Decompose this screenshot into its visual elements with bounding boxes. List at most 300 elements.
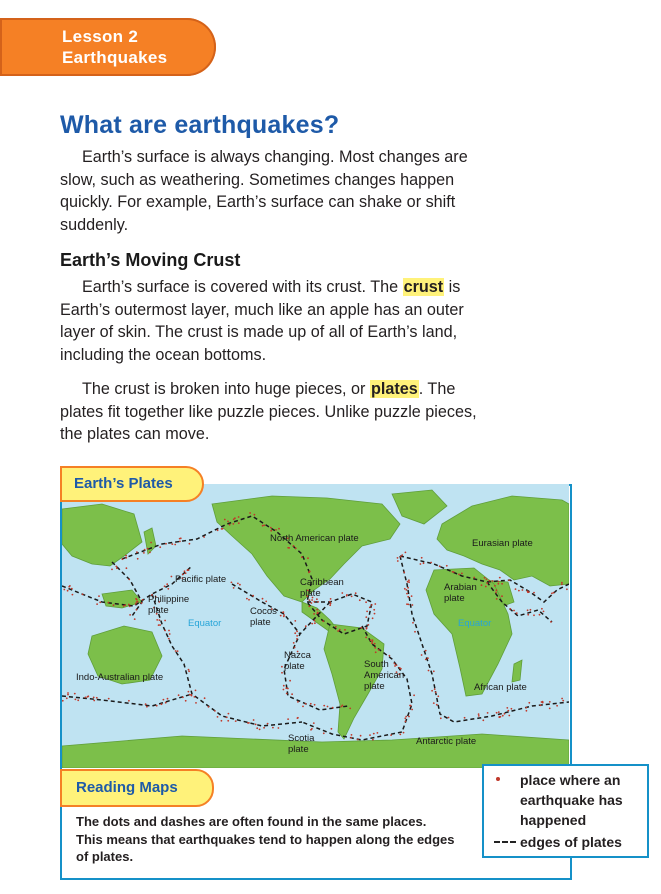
earthquake-dot [440,717,442,719]
plates-text-start: The crust is broken into huge pieces, or [82,380,370,398]
earthquake-dot [518,590,520,592]
earthquake-dot [327,706,329,708]
earthquake-dot [195,702,197,704]
earthquake-dot [360,627,362,629]
earthquake-dot [513,610,515,612]
earthquake-dot [314,601,316,603]
earthquake-dot [317,612,319,614]
earthquake-dot [404,588,406,590]
earthquake-dot [372,739,374,741]
page-heading: What are earthquakes? [60,111,340,139]
earthquake-dot [350,737,352,739]
earthquake-dot [399,734,401,736]
earthquake-dot [374,603,376,605]
earthquake-dot [136,551,138,553]
earthquake-dot [294,632,296,634]
earthquake-dot [93,697,95,699]
earthquake-dot [322,620,324,622]
earthquake-dot [287,718,289,720]
plate-edge-dash-icon [494,841,516,843]
earthquake-dot [543,611,545,613]
map-title-tab [60,466,204,502]
earthquake-dot [404,717,406,719]
earthquake-dot [135,603,137,605]
earthquake-dot [280,615,282,617]
earthquake-dot [464,717,466,719]
earthquake-dot [255,724,257,726]
earthquake-dot [174,544,176,546]
earthquake-dot [542,701,544,703]
earthquake-dot [142,599,144,601]
earthquake-dot [372,639,374,641]
earthquake-dot [253,719,255,721]
earthquake-dot [368,624,370,626]
label-indo-australian-plate: Indo-Australian plate [76,672,164,683]
earthquake-dot [408,581,410,583]
earthquake-dot [161,703,163,705]
earthquake-dot [373,733,375,735]
earthquake-dot [238,516,240,518]
earthquake-dot [549,708,551,710]
earthquake-dot [67,590,69,592]
earthquake-dot [278,528,280,530]
earthquake-dot [436,704,438,706]
earthquake-dot [420,563,422,565]
earthquake-dot [294,647,296,649]
earthquake-dot [525,707,527,709]
earthquake-dot [550,621,552,623]
earthquake-dot [374,613,376,615]
earthquake-dot [158,624,160,626]
earthquake-dot [314,622,316,624]
earthquake-dot [566,588,568,590]
earthquake-dot [421,557,423,559]
earthquake-dot [305,703,307,705]
earthquake-dot [189,543,191,545]
earthquake-dot [502,715,504,717]
earthquake-dot [556,705,558,707]
earthquake-dot [497,583,499,585]
earthquake-dot [262,525,264,527]
earthquake-dot [248,722,250,724]
earthquake-dot [233,518,235,520]
earthquake-dot [296,635,298,637]
label-african-plate: African plate [474,682,527,693]
lesson-banner-text [62,26,167,68]
label-cocos-2: plate [250,617,271,628]
earthquake-dot [431,690,433,692]
earthquake-dot [235,720,237,722]
earthquake-dot [168,630,170,632]
earthquake-dot [179,541,181,543]
earthquake-dot [208,706,210,708]
earthquake-dot [287,688,289,690]
earthquake-dot [528,702,530,704]
earthquake-dot [122,558,124,560]
earthquake-dot [136,601,138,603]
earthquake-dot [366,611,368,613]
earthquake-dot [496,712,498,714]
earthquake-dot [539,614,541,616]
earthquake-dot [166,583,168,585]
earthquake-dot [191,695,193,697]
earthquake-dot [283,685,285,687]
earthquake-dot [553,592,555,594]
earthquake-dot [369,607,371,609]
earthquake-dot [478,713,480,715]
earthquake-dot [375,651,377,653]
earthquake-dot [159,546,161,548]
earthquake-dot [313,722,315,724]
earthquake-dot [82,593,84,595]
earthquake-dot [156,705,158,707]
reading-maps-text: The dots and dashes are often found in the same places. This means that earthquakes tend to happen along the edges of plates. [76,814,455,864]
earthquake-dot [349,708,351,710]
label-antarctic-plate: Antarctic plate [416,736,477,747]
earthquake-dot [286,693,288,695]
earthquake-dot [128,604,130,606]
earthquake-dot [446,565,448,567]
earthquake-dot [481,584,483,586]
earthquake-dot [411,595,413,597]
earthquake-dot [400,556,402,558]
earthquake-dot [522,589,524,591]
earthquake-dot [423,562,425,564]
earthquake-dot [164,620,166,622]
earthquake-dot [562,700,564,702]
earthquake-dot [111,569,113,571]
earthquake-dot [482,719,484,721]
earthquake-dot [365,616,367,618]
earthquake-dot [227,720,229,722]
earthquake-dot [71,588,73,590]
earthquake-dot [195,690,197,692]
earthquake-dot [369,734,371,736]
earthquake-dot [486,582,488,584]
label-caribbean-2: plate [300,588,321,599]
earthquake-dot [323,732,325,734]
earthquake-dot [406,593,408,595]
earthquake-dot [317,601,319,603]
earthquake-dot [167,698,169,700]
earthquake-dot [425,659,427,661]
label-philippine-2: plate [148,605,169,616]
earthquake-dot [164,585,166,587]
earthquake-dot [171,543,173,545]
earthquake-dot [499,577,501,579]
earthquake-dot [427,657,429,659]
label-arabian-1: Arabian [444,582,477,593]
earthquake-dot [399,667,401,669]
earthquake-dot [203,536,205,538]
label-caribbean-1: Caribbean [300,577,344,588]
earthquake-dot [494,585,496,587]
earthquake-dot [129,606,131,608]
earthquake-dot [421,654,423,656]
earthquake-dot [136,609,138,611]
earthquake-dot [342,705,344,707]
earthquake-dot [549,701,551,703]
earthquake-dot [314,620,316,622]
earthquake-dot [330,598,332,600]
earthquake-dot [143,552,145,554]
earthquake-dot [270,530,272,532]
earthquake-dot [484,577,486,579]
earthquake-dot [394,663,396,665]
label-south-american-3: plate [364,681,385,692]
earthquake-dot [405,721,407,723]
earthquake-dot [232,523,234,525]
earthquake-dot [233,587,235,589]
earthquake-dot [63,589,65,591]
earthquake-dot [311,599,313,601]
earthquake-dot [496,589,498,591]
earthquake-dot [75,699,77,701]
earthquake-dot [407,587,409,589]
quake-dot-icon [496,777,500,781]
label-equator-left: Equator [188,618,222,629]
earthquake-dot [302,706,304,708]
crust-term: crust [403,278,444,296]
earthquake-dot [278,727,280,729]
earthquake-dot [439,565,441,567]
crust-text-rest: is Earth’s outermost layer, much like an apple has an outer layer of skin. The crust is made up of all of Earth’s land, including the ocean bottoms. [60,278,464,364]
earthquake-dot [500,716,502,718]
earthquake-dot [359,599,361,601]
earthquake-dot [177,650,179,652]
earthquake-dot [124,604,126,606]
intro-paragraph [60,146,500,236]
earthquake-dot [285,687,287,689]
section-heading: Earth’s Moving Crust [60,250,241,270]
earthquake-dot [308,605,310,607]
earthquake-dot [221,720,223,722]
earthquake-dot [330,603,332,605]
earthquake-dot [561,584,563,586]
earthquake-dot [66,697,68,699]
earthquake-dot [311,623,313,625]
earthquake-dot [313,613,315,615]
earthquake-dot [374,643,376,645]
earthquake-dot [224,519,226,521]
earthquake-dot [188,669,190,671]
label-arabian-2: plate [444,593,465,604]
earthquake-dot [115,566,117,568]
legend-dot-label: place where an earthquake has happened [520,772,623,828]
crust-paragraph [60,276,500,366]
earthquake-dot [377,732,379,734]
earthquake-dot [372,617,374,619]
earthquake-dot [227,521,229,523]
earthquake-dot [294,620,296,622]
earthquake-dot [401,554,403,556]
legend-dash-label: edges of plates [520,834,622,850]
label-north-american-plate: North American plate [270,533,359,544]
earthquake-dot [508,579,510,581]
earthquake-dot [403,732,405,734]
earthquake-dot [293,642,295,644]
earthquake-dot [495,592,497,594]
earthquake-dot [123,605,125,607]
earthquake-dot [397,557,399,559]
lesson-title: Earthquakes [62,48,168,67]
earthquake-dot [116,567,118,569]
earthquake-dot [405,552,407,554]
earthquake-dot [489,580,491,582]
earthquake-dot [259,729,261,731]
earthquake-dot [293,545,295,547]
earthquake-dot [229,524,231,526]
earthquake-dot [316,609,318,611]
earthquake-dot [309,599,311,601]
earthquake-dot [165,702,167,704]
earthquake-dot [189,694,191,696]
earthquake-dot [370,639,372,641]
earthquake-dot [533,614,535,616]
earthquake-dot [511,708,513,710]
earthquake-dot [262,598,264,600]
earthquake-dot [408,716,410,718]
earthquake-dot [217,716,219,718]
earthquake-dot [397,560,399,562]
earthquake-dot [204,697,206,699]
earthquake-dot [252,595,254,597]
earthquake-dot [351,596,353,598]
earthquake-dot [113,604,115,606]
earthquake-dot [125,555,127,557]
earthquake-dot [238,522,240,524]
earthquake-dot [496,598,498,600]
earthquake-dot [527,609,529,611]
earthquake-dot [188,691,190,693]
reading-maps-tab [60,769,214,807]
earthquake-dot [93,700,95,702]
earthquake-dot [428,670,430,672]
earthquake-dot [165,543,167,545]
earthquake-dot [501,595,503,597]
earthquake-dot [498,581,500,583]
label-south-american-1: South [364,659,389,670]
plates-paragraph [60,378,500,446]
earthquake-dot [410,705,412,707]
earthquake-dot [329,604,331,606]
earthquake-dot [275,529,277,531]
earthquake-dot [311,602,313,604]
earthquake-dot [272,727,274,729]
earthquake-dot [67,694,69,696]
earthquake-dot [458,574,460,576]
earthquake-dot [145,703,147,705]
earthquake-dot [561,698,563,700]
earthquake-dot [346,595,348,597]
label-cocos-1: Cocos [250,606,277,617]
earthquake-dot [256,727,258,729]
earthquake-dot [239,584,241,586]
map-legend [482,764,649,858]
earthquake-dot [461,573,463,575]
earthquake-dot [508,715,510,717]
earthquake-dot [146,706,148,708]
earthquake-dot [171,576,173,578]
earthquake-dot [96,603,98,605]
earthquake-dot [237,583,239,585]
earthquake-dot [305,625,307,627]
earthquake-dot [408,579,410,581]
earthquake-dot [282,612,284,614]
earthquake-dot [136,599,138,601]
earthquake-dot [448,717,450,719]
earthquake-dot [526,710,528,712]
earthquake-dot [412,622,414,624]
earthquake-dot [297,701,299,703]
earthquake-dot [137,558,139,560]
intro-text: Earth’s surface is always changing. Most changes are slow, such as weathering. Sometimes changes happen quickly. For example, Earth’s surface can shake or shift suddenly. [60,148,468,234]
map-title: Earth’s Plates [74,475,173,492]
earthquake-dot [231,582,233,584]
earthquake-dot [156,619,158,621]
earthquake-dot [72,594,74,596]
label-scotia-2: plate [288,744,309,755]
earthquake-dot [405,716,407,718]
earthquake-dot [341,592,343,594]
earthquake-dot [473,577,475,579]
earthquake-dot [486,578,488,580]
earthquake-dot [281,666,283,668]
earthquake-dot [222,528,224,530]
label-south-american-2: American [364,670,405,681]
earthquake-dot [551,593,553,595]
earthquake-dot [291,693,293,695]
earthquake-dot [487,712,489,714]
earthquake-dot [374,647,376,649]
earthquake-dot [533,592,535,594]
earthquake-dot [501,583,503,585]
earthquake-dot [288,547,290,549]
earthquake-dot [180,537,182,539]
earthquake-dot [126,567,128,569]
earthquake-dot [98,595,100,597]
earthquake-dot [182,696,184,698]
earthquake-dot [527,614,529,616]
earthquake-dot [335,626,337,628]
earthquake-dot [360,735,362,737]
earthquake-dot [435,692,437,694]
earthquake-dot [128,579,130,581]
earthquake-dot [504,713,506,715]
earthquake-dot [425,650,427,652]
earthquake-dot [167,588,169,590]
earthquake-dot [507,710,509,712]
earthquake-dot [188,670,190,672]
earthquake-dot [164,630,166,632]
earthquake-dot [412,604,414,606]
earthquake-dot [289,680,291,682]
label-pacific-plate: Pacific plate [175,574,227,585]
earthquake-dot [185,700,187,702]
earthquake-dot [169,633,171,635]
earthquake-dot [365,637,367,639]
earthquake-dot [283,614,285,616]
label-philippine-1: Philippine [148,594,190,605]
earthquake-dot [516,612,518,614]
earthquake-dot [396,664,398,666]
earthquake-dot [178,694,180,696]
earthquake-dot [413,694,415,696]
earthquake-dot [226,716,228,718]
earthquake-dot [149,552,151,554]
earthquake-dot [263,524,265,526]
earthquake-dot [389,655,391,657]
